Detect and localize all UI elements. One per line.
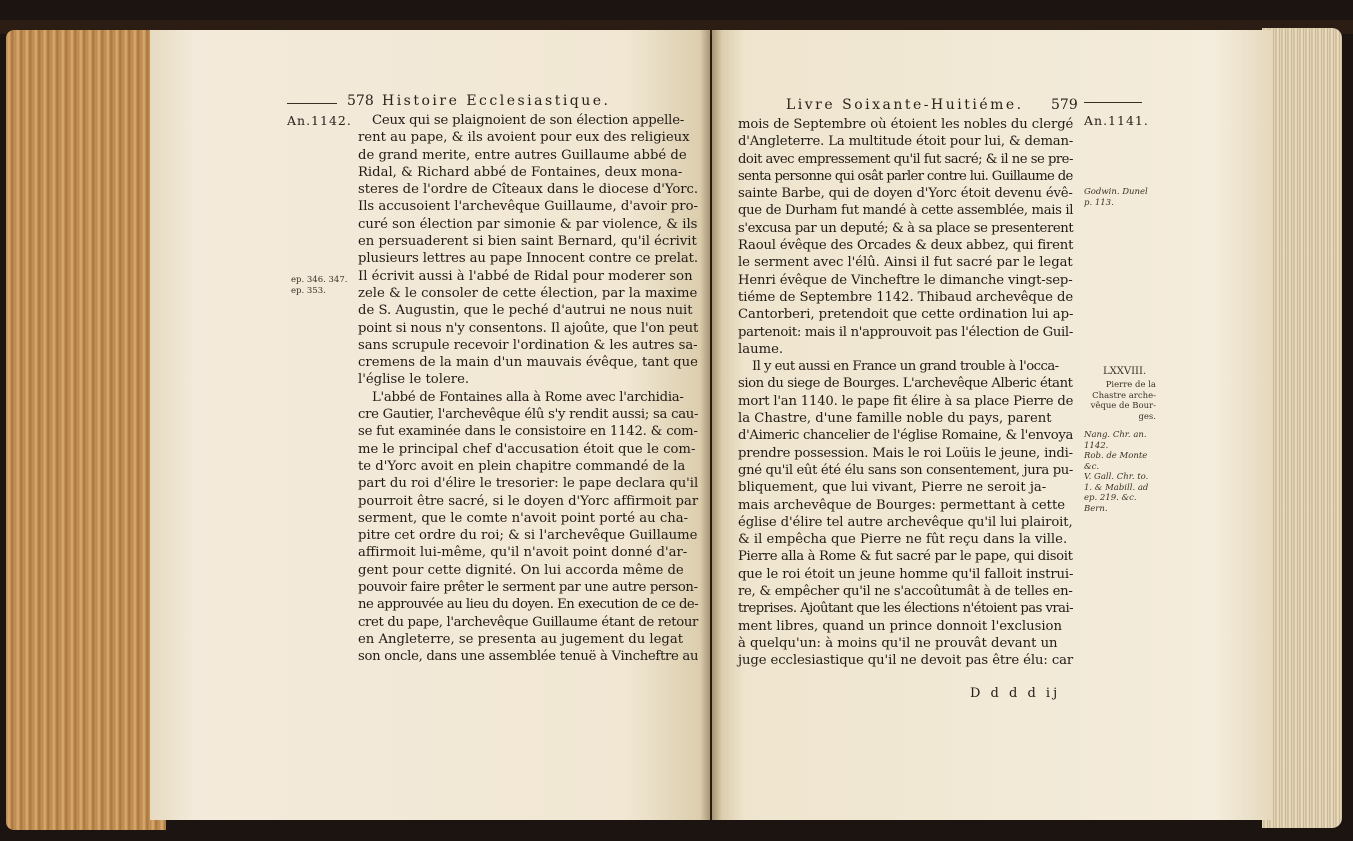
text-line: affirmoit lui-même, qu'il n'avoit point donné d'ar- xyxy=(358,545,688,561)
right-running-head: Livre Soixante-Huitiéme. xyxy=(786,97,1024,113)
book-gutter xyxy=(700,30,722,820)
text-line: plusieurs lettres au pape Innocent contre ce prelat. xyxy=(358,251,698,267)
right-year-rule xyxy=(1084,102,1142,103)
right-margin-note-godwin: Godwin. Dunel p. 113. xyxy=(1084,187,1148,208)
text-line: sans scrupule recevoir l'ordination & les autres sa- xyxy=(358,337,698,353)
left-body-text xyxy=(358,112,698,666)
text-line: le serment avec l'élû. Ainsi il fut sacré par le legat xyxy=(738,255,1073,271)
text-line: Henri évêque de Vincheftre le dimanche vingt-sep- xyxy=(738,272,1073,288)
text-line: te d'Yorc avoit en plein chapitre commandé de la xyxy=(358,458,686,474)
text-line: église d'élire tel autre archevêque qu'il lui plairoit, xyxy=(738,514,1073,530)
text-line: Il écrivit aussi à l'abbé de Ridal pour moderer son xyxy=(358,268,693,284)
text-line: de S. Augustin, que le peché d'autrui ne nous nuit xyxy=(358,303,693,319)
left-running-head: Histoire Ecclesiastique. xyxy=(382,93,611,109)
text-line: tiéme de Septembre 1142. Thibaud archevêque de xyxy=(738,289,1074,305)
text-line: part du roi d'élire le tresorier: le pape declara qu'il xyxy=(358,476,699,492)
text-line: sainte Barbe, qui de doyen d'Yorc étoit devenu évê- xyxy=(738,186,1073,202)
text-line: l'église le tolere. xyxy=(358,372,470,388)
text-line: rent au pape, & ils avoient pour eux des religieux xyxy=(358,130,690,146)
text-line: en Angleterre, se presenta au jugement du legat xyxy=(358,631,684,647)
text-line: gent pour cette dignité. On lui accorda même de xyxy=(358,562,684,578)
text-line: cre Gautier, l'archevêque élû s'y rendit aussi; sa cau- xyxy=(358,407,699,423)
signature-mark: D d d d ij xyxy=(970,686,1061,701)
text-line: Cantorberi, pretendoit que cette ordination lui ap- xyxy=(738,307,1074,323)
right-body-text xyxy=(738,116,1073,670)
text-line: doit avec empressement qu'il fut sacré; & il ne se pre- xyxy=(738,151,1073,167)
text-line: senta personne qui osât parler contre lui. Guillaume de xyxy=(738,168,1073,184)
text-line: Il y eut aussi en France un grand trouble à l'occa- xyxy=(752,359,1059,375)
text-line: Raoul évêque des Orcades & deux abbez, qui firent xyxy=(738,238,1074,254)
text-line: Pierre alla à Rome & fut sacré par le pape, qui disoit xyxy=(738,549,1073,565)
text-line: serment, que le comte n'avoit point porté au cha- xyxy=(358,510,689,526)
right-margin-chapter-number: LXXVIII. xyxy=(1103,366,1147,377)
text-line: en persuaderent si bien saint Bernard, qu'il écrivit xyxy=(358,234,697,250)
text-line: gné qu'il eût été élu sans son consentement, jura pu- xyxy=(738,462,1074,478)
text-line: Ils accusoient l'archevêque Guillaume, d'avoir pro- xyxy=(358,199,699,215)
text-line: d'Angleterre. La multitude étoit pour lui, & deman- xyxy=(738,134,1074,150)
right-folio: 579 xyxy=(1051,97,1078,113)
text-line: cremens de la main d'un mauvais évêque, tant que xyxy=(358,355,698,371)
text-line: L'abbé de Fontaines alla à Rome avec l'archidia- xyxy=(372,389,684,405)
right-page-edges xyxy=(1262,28,1342,828)
text-line: la Chastre, d'une famille noble du pays, parent xyxy=(738,411,1052,427)
text-line: d'Aimeric chancelier de l'église Romaine, & l'envoya xyxy=(738,428,1074,444)
text-line: Ceux qui se plaignoient de son élection appelle- xyxy=(372,113,685,128)
right-year: An.1141. xyxy=(1084,113,1149,128)
text-line: mois de Septembre où étoient les nobles du clergé xyxy=(738,117,1074,132)
text-line: & il empêcha que Pierre ne fût reçu dans la ville. xyxy=(738,532,1068,548)
text-line: pouvoir faire prêter le serment par une autre person- xyxy=(358,580,698,596)
text-line: se fut examinée dans le consistoire en 1142. & com- xyxy=(358,424,698,440)
text-line: me le principal chef d'accusation étoit que le com- xyxy=(358,441,696,457)
text-line: prendre possession. Mais le roi Loüis le jeune, indi- xyxy=(738,445,1073,461)
text-line: curé son élection par simonie & par violence, & ils xyxy=(358,216,698,232)
text-line: juge ecclesiastique qu'il ne devoit pas être élu: car xyxy=(738,653,1074,669)
text-line: ne approuvée au lieu du doyen. En execution de ce de- xyxy=(358,597,699,613)
text-line: bliquement, que lui vivant, Pierre ne seroit ja- xyxy=(738,480,1047,496)
left-year-rule xyxy=(287,103,337,104)
text-line: point si nous n'y consentons. Il ajoûte, que l'on peut xyxy=(358,320,699,336)
text-line: ment libres, quand un prince donnoit l'exclusion xyxy=(738,618,1062,634)
text-line: pitre cet ordre du roi; & si l'archevêque Guillaume xyxy=(358,528,698,544)
text-line: laume. xyxy=(738,341,784,357)
text-line: re, & empêcher qu'il ne s'accoûtumât à de telles en- xyxy=(738,584,1073,600)
left-page-edges xyxy=(6,30,166,830)
text-line: à quelqu'un: à moins qu'il ne prouvât devant un xyxy=(738,635,1058,651)
text-line: son oncle, dans une assemblée tenuë à Vincheftre au xyxy=(358,649,699,665)
text-line: que de Durham fut mandé à cette assemblée, mais il xyxy=(738,203,1074,219)
text-line: que le roi étoit un jeune homme qu'il falloit instrui- xyxy=(738,566,1074,582)
text-line: mais archevêque de Bourges: permettant à cette xyxy=(738,497,1066,513)
text-line: treprises. Ajoûtant que les élections n'étoient pas vrai- xyxy=(738,601,1074,617)
left-folio: 578 xyxy=(347,93,374,109)
text-line: cret du pape, l'archevêque Guillaume étant de retour xyxy=(358,614,698,630)
text-line: Ridal, & Richard abbé de Fontaines, deux mona- xyxy=(358,164,683,180)
left-year: An.1142. xyxy=(287,113,352,128)
left-margin-note: ep. 346. 347. ep. 353. xyxy=(291,275,348,296)
text-line: mort l'an 1140. le pape fit élire à sa place Pierre de xyxy=(738,393,1074,409)
right-margin-references: Nang. Chr. an. 1142. Rob. de Monte &c. V. Gall. Chr. to. 1. & Mabill. ad ep. 219. &c. Bern. xyxy=(1084,430,1149,514)
text-line: zele & le consoler de cette élection, par la maxime xyxy=(358,285,698,301)
text-line: steres de l'ordre de Cîteaux dans le diocese d'Yorc. xyxy=(358,182,699,198)
right-margin-summary: Pierre de la Chastre arche- vêque de Bour- ges. xyxy=(1090,380,1156,422)
text-line: s'excusa par un deputé; & à sa place se presenterent xyxy=(738,220,1074,236)
text-line: pourroit être sacré, si le doyen d'Yorc affirmoit par xyxy=(358,493,699,509)
text-line: de grand merite, entre autres Guillaume abbé de xyxy=(358,147,687,163)
text-line: sion du siege de Bourges. L'archevêque Alberic étant xyxy=(738,376,1073,392)
text-line: partenoit: mais il n'approuvoit pas l'élection de Guil- xyxy=(738,324,1073,340)
